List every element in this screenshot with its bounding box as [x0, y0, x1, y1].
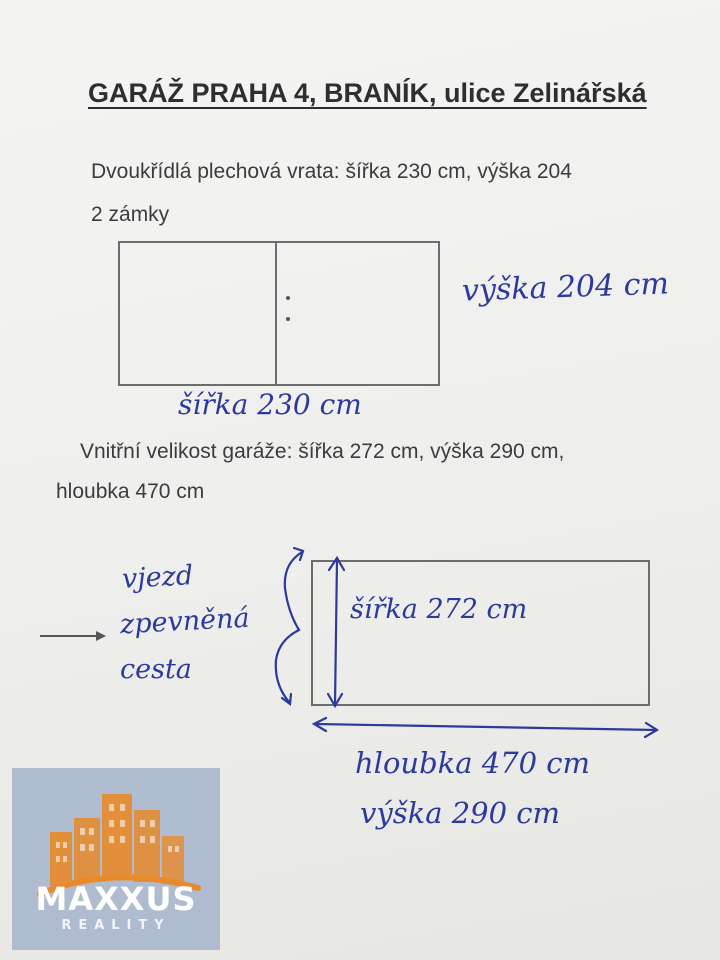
door-lock-dot: [286, 317, 290, 321]
page-title: GARÁŽ PRAHA 4, BRANÍK, ulice Zelinářská: [88, 78, 647, 108]
garage-height-note: výška 290 cm: [360, 796, 561, 830]
locks-text: 2 zámky: [91, 203, 170, 226]
entry-note-line: cesta: [120, 654, 192, 685]
entry-note-line: zpevněná: [119, 602, 251, 641]
door-spec-text: Dvoukřídlá plechová vrata: šířka 230 cm, výška 204: [91, 160, 572, 183]
entry-bracket: [276, 548, 303, 704]
logo-wordmark: MAXXUS: [35, 880, 197, 918]
width-arrow: [328, 558, 344, 706]
inner-size-text: Vnitřní velikost garáže: šířka 272 cm, výška 290 cm,: [80, 440, 565, 463]
logo-tagline: REALITY: [61, 918, 171, 933]
depth-arrow: [314, 718, 657, 737]
entry-note-line: vjezd: [121, 560, 194, 595]
garage-width-note: šířka 272 cm: [350, 594, 528, 625]
garage-floor-plan: [312, 561, 649, 705]
door-outline: [119, 242, 439, 385]
garage-depth-note: hloubka 470 cm: [355, 746, 591, 780]
maxxus-reality-logo: [12, 768, 220, 950]
door-width-note: šířka 230 cm: [178, 388, 362, 421]
approach-arrow-head: [96, 631, 106, 641]
door-height-note: výška 204 cm: [461, 266, 670, 309]
depth-text: hloubka 470 cm: [56, 480, 205, 503]
door-lock-dot: [286, 296, 290, 300]
